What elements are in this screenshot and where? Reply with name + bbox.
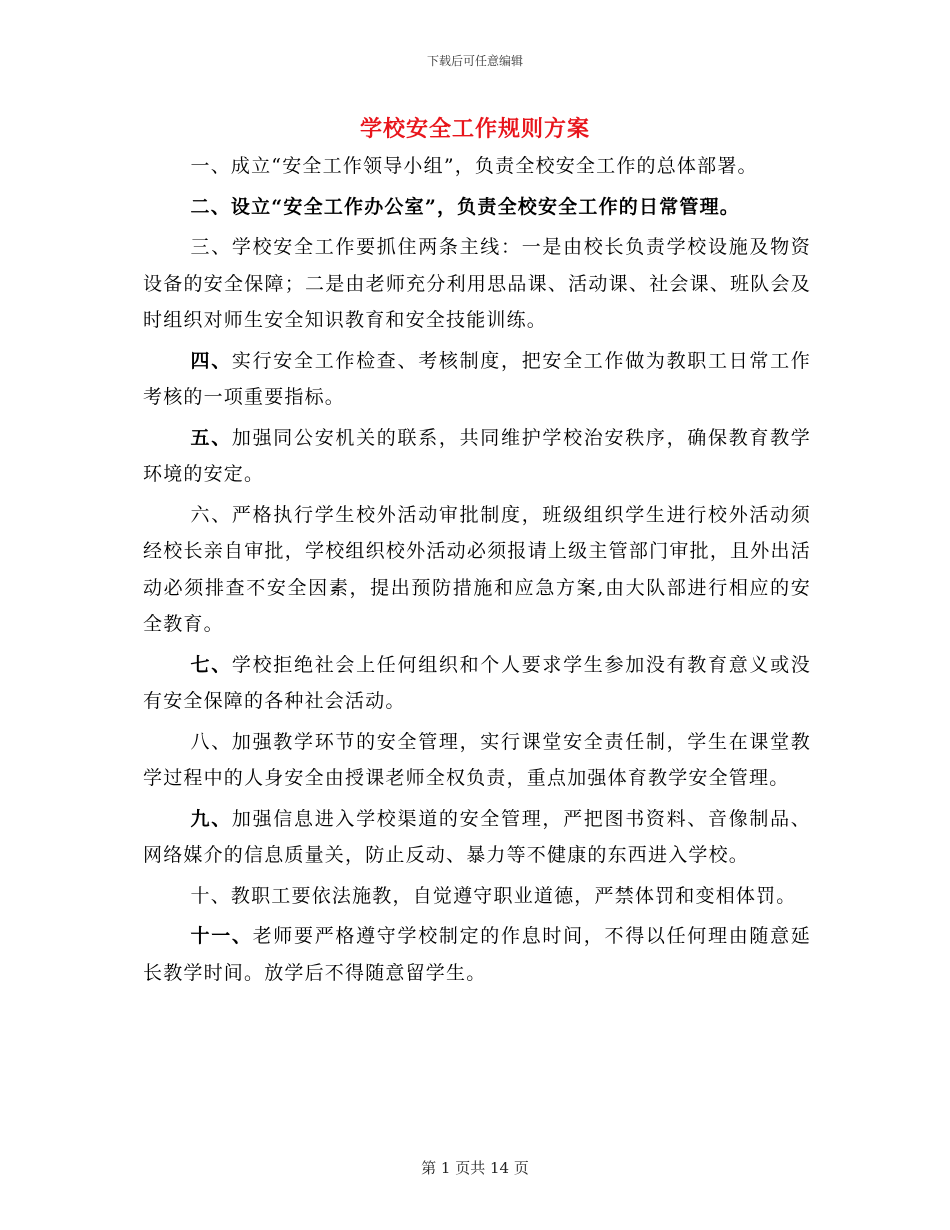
paragraph-text: 严格执行学生校外活动审批制度，班级组织学生进行校外活动须经校长亲自审批，学校组织校外活动必须报请上级主管部门审批，且外出活动必须排查不安全因素，提出预防措施和应急方案,由大队部进行相应的安全教育。: [143, 503, 811, 635]
paragraph-4: [143, 343, 811, 416]
paragraph-number: 一、: [190, 155, 231, 177]
paragraph-text: 老师要严格遵守学校制定的作息时间，不得以任何理由随意延长教学时间。放学后不得随意留学生。: [143, 925, 811, 984]
paragraph-text: 加强教学环节的安全管理，实行课堂安全责任制，学生在课堂教学过程中的人身安全由授课老师全权负责，重点加强体育教学安全管理。: [143, 730, 811, 789]
paragraph-text: 教职工要依法施教，自觉遵守职业道德，严禁体罚和变相体罚。: [230, 884, 797, 907]
paragraph-text: 加强同公安机关的联系，共同维护学校治安秩序，确保教育教学环境的安定。: [143, 426, 811, 485]
paragraph-2: [143, 189, 811, 226]
paragraph-6: [143, 497, 811, 643]
page-number-footer: 第 1 页共 14 页: [421, 1159, 529, 1177]
paragraph-text: 成立“安全工作领导小组”，负责全校安全工作的总体部署。: [230, 155, 758, 177]
document-title: 学校安全工作规则方案: [359, 116, 590, 142]
paragraph-number: 三、: [190, 236, 232, 258]
paragraph-number: 五、: [190, 426, 232, 449]
paragraph-3: [143, 229, 811, 339]
paragraph-7: [143, 647, 811, 720]
document-body: [143, 148, 811, 995]
paragraph-1: [143, 148, 811, 185]
paragraph-10: [143, 878, 811, 915]
paragraph-number: 十、: [190, 884, 231, 907]
paragraph-5: [143, 420, 811, 493]
paragraph-text: 学校拒绝社会上任何组织和个人要求学生参加没有教育意义或没有安全保障的各种社会活动。: [143, 653, 811, 712]
paragraph-text: 实行安全工作检查、考核制度，把安全工作做为教职工日常工作考核的一项重要指标。: [143, 349, 811, 408]
paragraph-number: 九、: [190, 807, 232, 830]
paragraph-number: 七、: [190, 653, 232, 676]
paragraph-8: [143, 724, 811, 797]
page-header-note: 下载后可任意编辑: [426, 54, 523, 68]
paragraph-number: 二、: [190, 195, 231, 218]
paragraph-text: 加强信息进入学校渠道的安全管理，严把图书资料、音像制品、网络媒介的信息质量关，防止反动、暴力等不健康的东西进入学校。: [143, 807, 811, 866]
paragraph-9: [143, 801, 811, 874]
paragraph-number: 十一、: [190, 925, 253, 947]
paragraph-number: 四、: [190, 349, 232, 372]
paragraph-number: 六、: [190, 503, 232, 526]
paragraph-text: 学校安全工作要抓住两条主线：一是由校长负责学校设施及物资设备的安全保障；二是由老师充分利用思品课、活动课、社会课、班队会及时组织对师生安全知识教育和安全技能训练。: [143, 236, 811, 331]
paragraph-number: 八、: [190, 730, 232, 753]
paragraph-text: 设立“安全工作办公室”，负责全校安全工作的日常管理。: [230, 195, 740, 218]
paragraph-11: [143, 918, 811, 991]
